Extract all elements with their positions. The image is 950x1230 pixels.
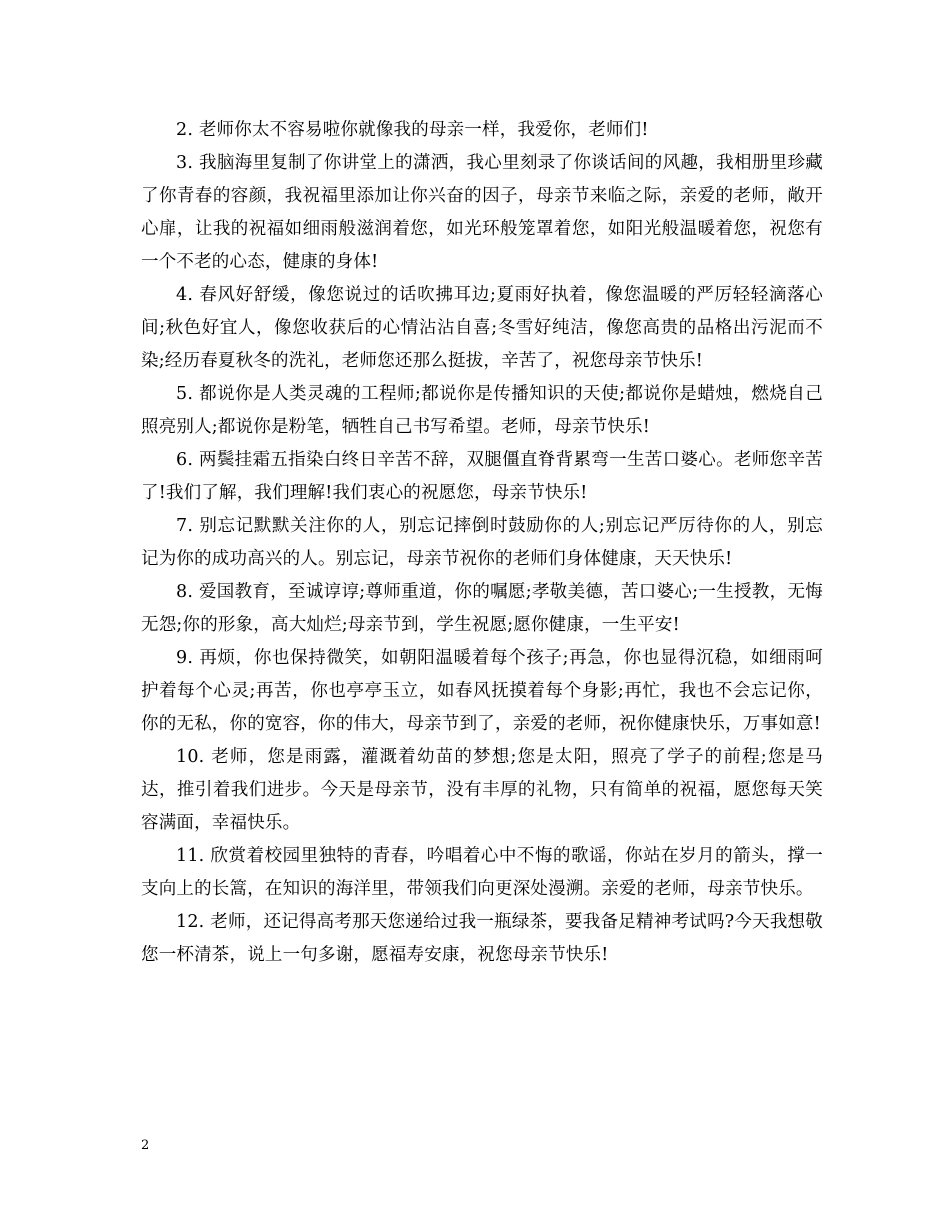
page-number: 2 xyxy=(141,1138,150,1153)
paragraph-item-3: 3. 我脑海里复制了你讲堂上的潇洒，我心里刻录了你谈话间的风趣，我相册里珍藏了你青春的容颜，我祝福里添加让你兴奋的因子，母亲节来临之际，亲爱的老师，敞开心扉，让我的祝福如细雨般滋润着您，如光环般笼罩着您，如阳光般温暖着您，祝您有一个不老的心态，健康的身体! xyxy=(141,153,823,272)
paragraph-item-2: 2. 老师你太不容易啦你就像我的母亲一样，我爱你，老师们! xyxy=(176,120,649,140)
paragraph-item-5: 5. 都说你是人类灵魂的工程师;都说你是传播知识的天使;都说你是蜡烛，燃烧自己照亮别人;都说你是粉笔，牺牲自己书写希望。老师，母亲节快乐! xyxy=(141,384,823,437)
paragraph-item-8: 8. 爱国教育，至诚谆谆;尊师重道，你的嘱愿;孝敬美德，苦口婆心;一生授教，无悔无怨;你的形象，高大灿烂;母亲节到，学生祝愿;愿你健康，一生平安! xyxy=(141,582,823,635)
document-body xyxy=(141,114,823,972)
paragraph-item-11: 11. 欣赏着校园里独特的青春，吟唱着心中不悔的歌谣，你站在岁月的箭头，撑一支向上的长篙，在知识的海洋里，带领我们向更深处漫溯。亲爱的老师，母亲节快乐。 xyxy=(141,846,823,899)
paragraph-item-10: 10. 老师，您是雨露，灌溉着幼苗的梦想;您是太阳，照亮了学子的前程;您是马达，推引着我们进步。今天是母亲节，没有丰厚的礼物，只有简单的祝福，愿您每天笑容满面，幸福快乐。 xyxy=(141,747,823,833)
paragraph-item-9: 9. 再烦，你也保持微笑，如朝阳温暖着每个孩子;再急，你也显得沉稳，如细雨呵护着每个心灵;再苦，你也亭亭玉立，如春风抚摸着每个身影;再忙，我也不会忘记你，你的无私，你的宽容，你的伟大，母亲节到了，亲爱的老师，祝你健康快乐，万事如意! xyxy=(141,648,823,734)
paragraph-item-6: 6. 两鬓挂霜五指染白终日辛苦不辞，双腿僵直脊背累弯一生苦口婆心。老师您辛苦了!我们了解，我们理解!我们衷心的祝愿您，母亲节快乐! xyxy=(141,450,823,503)
paragraph-item-7: 7. 别忘记默默关注你的人，别忘记摔倒时鼓励你的人;别忘记严厉待你的人，别忘记为你的成功高兴的人。别忘记，母亲节祝你的老师们身体健康，天天快乐! xyxy=(141,516,823,569)
paragraph-item-4: 4. 春风好舒缓，像您说过的话吹拂耳边;夏雨好执着，像您温暖的严厉轻轻滴落心间;秋色好宜人，像您收获后的心情沾沾自喜;冬雪好纯洁，像您高贵的品格出污泥而不染;经历春夏秋冬的洗礼，老师您还那么挺拔，辛苦了，祝您母亲节快乐! xyxy=(141,285,823,371)
paragraph-item-12: 12. 老师，还记得高考那天您递给过我一瓶绿茶，要我备足精神考试吗?今天我想敬您一杯清茶，说上一句多谢，愿福寿安康，祝您母亲节快乐! xyxy=(141,912,823,965)
